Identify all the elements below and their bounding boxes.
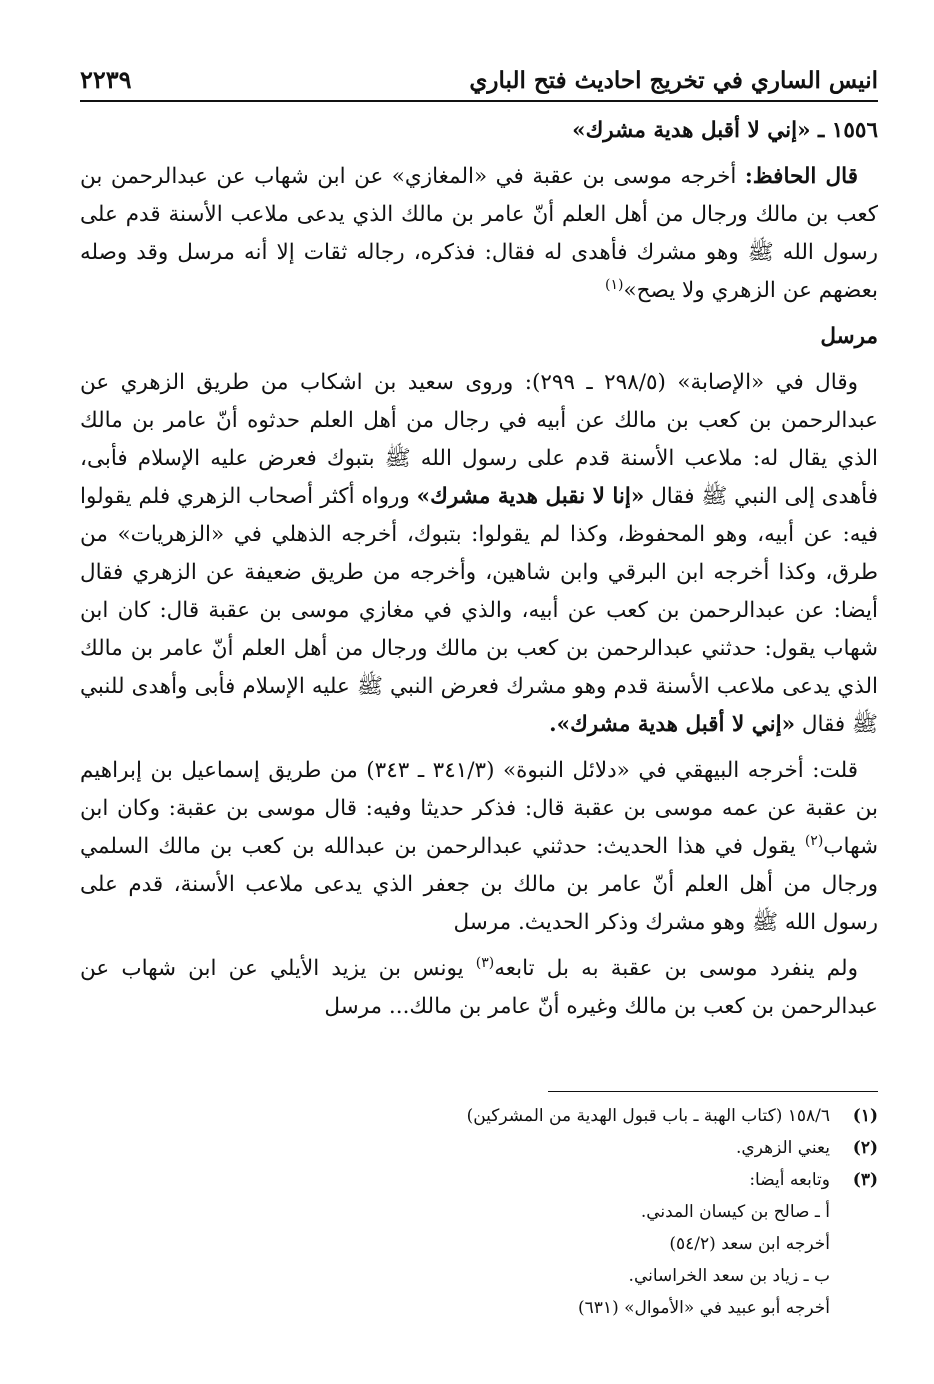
footnote-3-source-b: أخرجه أبو عبيد في «الأموال» (٦٣١)	[578, 1298, 830, 1318]
mutabaa-text-a: ولم ينفرد موسى بن عقبة به بل تابعه	[494, 956, 858, 981]
paragraph-isaba	[80, 364, 878, 744]
footnote-ref-2[interactable]: (٢)	[804, 832, 824, 849]
quote-1: «إنا لا نقبل هدية مشرك»	[416, 484, 645, 509]
footnote-divider	[548, 1091, 878, 1092]
isaba-text-a: وقال في «الإصابة» (٢٩٨/٥ ـ ٢٩٩): وروى سعيد بن اشكاب من طريق الزهري عن عبدالرحمن بن كعب بن مالك عن أبيه في رجال من أهل العلم حدثوه أنّ عامر بن مالك الذي يقال له: ملاعب الأسنة قدم على رسول الله ﷺ بتبوك فعرض عليه الإسلام فأبى، فأهدى إلى النبي ﷺ فقال	[80, 370, 879, 509]
footnote-1	[80, 1100, 878, 1132]
ruling-label: مرسل	[820, 324, 878, 349]
footnote-text: يعني الزهري.	[736, 1138, 830, 1158]
quote-2: «إني لا أقبل هدية مشرك».	[549, 712, 796, 737]
footnote-2	[80, 1132, 878, 1164]
bayhaqi-text-b: يقول في هذا الحديث: حدثني عبدالرحمن بن عبدالله بن كعب بن مالك السلمي ورجال من أهل العلم أنّ عامر بن مالك بن جعفر الذي يدعى ملاعب الأسنة، قدم على رسول الله ﷺ وهو مشرك وذكر الحديث. مرسل	[80, 834, 878, 935]
book-title: انيس الساري في تخريج احاديث فتح الباري	[469, 67, 878, 94]
hafiz-label: قال الحافظ:	[744, 164, 858, 189]
paragraph-hafiz	[80, 158, 878, 310]
footnote-number: (٣)	[852, 1170, 878, 1190]
hadith-heading: ١٥٥٦ ـ «إني لا أقبل هدية مشرك»	[572, 118, 878, 143]
footnote-number: (٢)	[852, 1138, 878, 1158]
footnote-3-item-b: ب ـ زياد بن سعد الخراساني.	[628, 1266, 830, 1286]
footnote-text: وتابعه أيضا:	[749, 1170, 830, 1190]
running-header	[80, 54, 878, 102]
footnote-3-item-a: أ ـ صالح بن كيسان المدني.	[640, 1202, 830, 1222]
footnote-text: ١٥٨/٦ (كتاب الهبة ـ باب قبول الهدية من المشركين)	[466, 1106, 830, 1126]
footnote-ref-3[interactable]: (٣)	[475, 954, 495, 971]
footnote-ref-1[interactable]: (١)	[605, 276, 624, 293]
hafiz-text: أخرجه موسى بن عقبة في «المغازي» عن ابن شهاب عن عبدالرحمن بن كعب بن مالك ورجال من أهل العلم أنّ عامر بن مالك الذي يدعى ملاعب الأسنة قدم على رسول الله ﷺ وهو مشرك فأهدى له فقال: فذكره، رجاله ثقات إلا أنه مرسل وقد وصله بعضهم عن الزهري ولا يصح»	[80, 164, 878, 303]
paragraph-mutabaa	[80, 950, 878, 1026]
main-text	[80, 112, 878, 1034]
page-number: ٢٢٣٩	[80, 65, 132, 94]
footnote-number: (١)	[852, 1106, 878, 1126]
footnote-3	[80, 1164, 878, 1196]
footnote-3-source-a: أخرجه ابن سعد (٥٤/٢)	[669, 1234, 830, 1254]
paragraph-bayhaqi	[80, 752, 878, 942]
footnotes	[80, 1100, 878, 1324]
mutabaa-text-b: يونس بن يزيد الأيلي عن ابن شهاب عن عبدالرحمن بن كعب بن مالك وغيره أنّ عامر بن مالك... مرسل	[80, 956, 878, 1019]
bayhaqi-text-a: قلت: أخرجه البيهقي في «دلائل النبوة» (٣٤١/٣ ـ ٣٤٣) من طريق إسماعيل بن إبراهيم بن عقبة عن عمه موسى بن عقبة قال: فذكر حديثا وفيه: قال موسى بن عقبة: وكان ابن شهاب	[80, 758, 878, 859]
isaba-text-b: ورواه أكثر أصحاب الزهري فلم يقولوا فيه: عن أبيه، وهو المحفوظ، وكذا لم يقولوا: بتبوك، أخرجه الذهلي في «الزهريات» من طرق، وكذا أخرجه ابن البرقي وابن شاهين، وأخرجه من طريق ضعيفة عن الزهري فقال أيضا: عن عبدالرحمن بن كعب عن أبيه، والذي في مغازي موسى بن عقبة قال: كان ابن شهاب يقول: حدثني عبدالرحمن بن كعب بن مالك ورجال من أهل العلم أنّ عامر بن مالك الذي يدعى ملاعب الأسنة قدم وهو مشرك فعرض النبي ﷺ عليه الإسلام فأبى وأهدى للنبي ﷺ فقال	[80, 484, 878, 737]
